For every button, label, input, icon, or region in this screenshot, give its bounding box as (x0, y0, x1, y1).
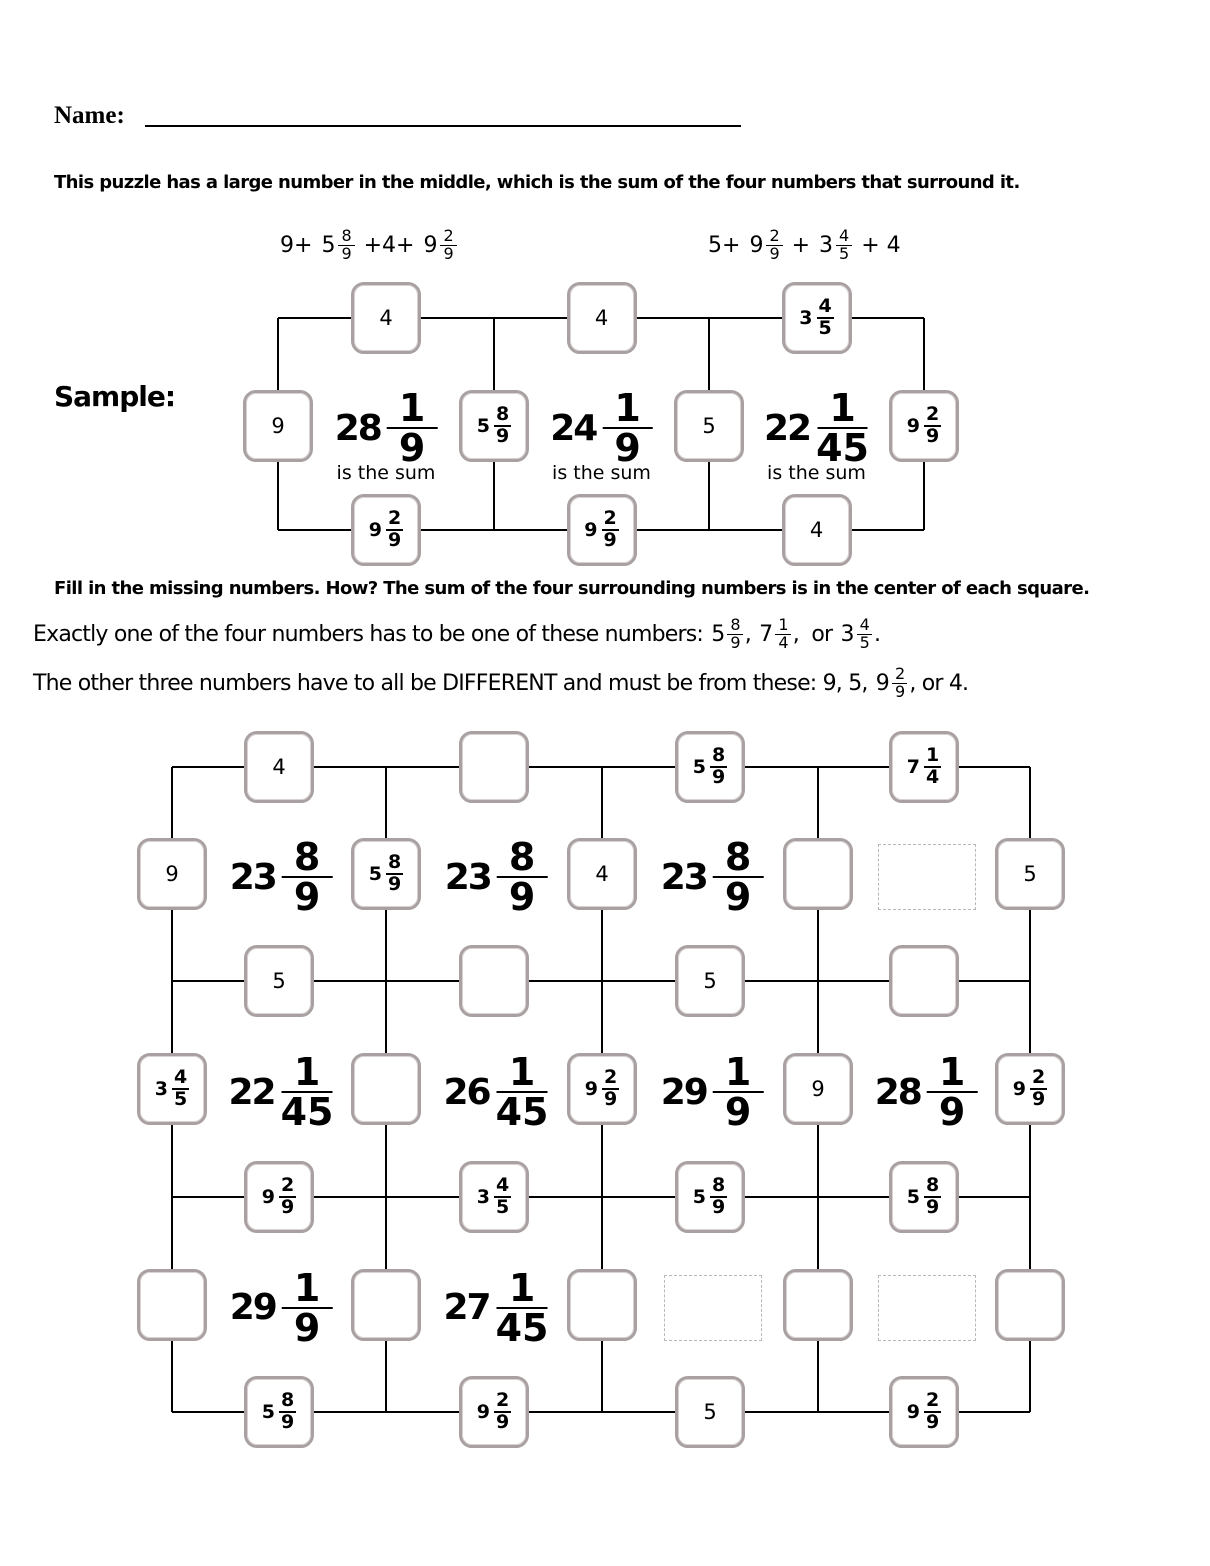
denominator: 9 (712, 766, 726, 788)
whole-part: 7 (906, 756, 920, 778)
fraction (387, 386, 437, 470)
denominator: 45 (280, 1090, 334, 1134)
numerator: 2 (281, 1174, 295, 1197)
side-box (995, 838, 1065, 910)
fraction (279, 1391, 296, 1433)
box-value: 4 (809, 518, 824, 542)
whole-part: 22 (228, 1071, 275, 1113)
box-value: 5 (703, 1400, 717, 1424)
whole-part: 5 (711, 621, 725, 647)
numerator: 8 (727, 617, 742, 635)
box-value: 4 (594, 306, 609, 330)
denominator: 45 (495, 1090, 549, 1134)
text-segment: + 4 (854, 232, 901, 258)
numerator: 8 (712, 744, 726, 767)
denominator: 9 (938, 1090, 966, 1134)
numerator: 1 (497, 1269, 547, 1309)
blank-sum-placeholder[interactable] (664, 1275, 762, 1341)
fill-instruction: Fill in the missing numbers. How? The sum of the four surrounding numbers is in the center of each square. (54, 578, 1090, 599)
fraction (386, 509, 403, 551)
text-segment: . (874, 621, 881, 647)
fraction (924, 405, 941, 447)
fraction (495, 1265, 549, 1350)
numerator: 8 (496, 403, 510, 426)
sample-bottom-box (567, 494, 637, 566)
side-box (567, 1053, 637, 1125)
center-sum (764, 386, 869, 470)
denominator: 9 (724, 1090, 752, 1134)
denominator: 45 (816, 426, 869, 470)
whole-part: 5 (476, 415, 490, 437)
whole-part: 24 (550, 407, 597, 449)
numerator: 1 (282, 1269, 332, 1309)
whole-part: 9 (1012, 1078, 1026, 1100)
text-segment: +4+ (356, 232, 422, 258)
name-label: Name: (54, 102, 125, 129)
center-sum (444, 835, 548, 919)
numerator: 1 (927, 1053, 977, 1093)
center-sum (660, 1050, 764, 1134)
denominator: 9 (769, 243, 780, 263)
numerator: 2 (496, 1389, 510, 1412)
side-box (137, 1053, 207, 1125)
whole-part: 5 (321, 232, 336, 258)
sample-side-box (243, 390, 313, 462)
side-box (137, 838, 207, 910)
mixed-number (907, 1176, 941, 1218)
whole-part: 9 (584, 1078, 598, 1100)
fraction (495, 1050, 549, 1134)
mixed-number (477, 405, 511, 447)
whole-part: 9 (584, 519, 598, 541)
side-box[interactable] (137, 1269, 207, 1341)
whole-part: 7 (759, 621, 773, 647)
denominator: 9 (603, 529, 617, 551)
numerator: 1 (775, 617, 790, 635)
whole-part: 3 (819, 232, 834, 258)
whole-part: 3 (476, 1186, 490, 1208)
text-segment: 9+ (280, 232, 320, 258)
blank-sum-placeholder[interactable] (878, 844, 976, 910)
numerator: 1 (926, 744, 940, 767)
edge-box (244, 1376, 314, 1448)
fraction (924, 746, 941, 788)
fraction (1030, 1068, 1047, 1110)
denominator: 5 (839, 243, 850, 263)
numerator: 8 (712, 1174, 726, 1197)
mixed-number (585, 1068, 619, 1110)
denominator: 9 (388, 529, 402, 551)
numerator: 1 (817, 389, 867, 429)
fraction (602, 509, 619, 551)
fraction (494, 405, 511, 447)
numerator: 2 (892, 666, 907, 684)
whole-part: 29 (229, 1287, 276, 1328)
numerator: 8 (282, 838, 332, 878)
whole-part: 9 (368, 519, 382, 541)
denominator: 5 (174, 1088, 188, 1110)
whole-part: 26 (443, 1071, 490, 1113)
box-value: 5 (1023, 862, 1037, 886)
fraction (924, 1391, 941, 1433)
fraction (172, 1068, 189, 1110)
edge-box (459, 1161, 529, 1233)
denominator: 5 (496, 1196, 510, 1218)
mixed-number (584, 509, 618, 551)
numerator: 1 (282, 1053, 332, 1093)
numerator: 1 (497, 1053, 547, 1093)
box-value: 9 (165, 862, 179, 886)
denominator: 4 (778, 632, 788, 652)
denominator: 9 (341, 243, 352, 263)
edge-box (675, 945, 745, 1017)
sum-caption: is the sum (767, 462, 866, 484)
box-value: 4 (379, 306, 393, 330)
edge-box (244, 731, 314, 803)
numerator: 4 (818, 295, 832, 318)
center-sum (334, 386, 438, 470)
numerator: 2 (926, 403, 940, 426)
edge-box (889, 1161, 959, 1233)
numerator: 2 (388, 507, 402, 530)
box-value: 5 (702, 414, 716, 438)
denominator: 5 (859, 632, 870, 652)
numerator: 2 (603, 507, 617, 530)
whole-part: 9 (875, 670, 889, 696)
side-box (351, 838, 421, 910)
text-segment: , or 4. (909, 670, 969, 696)
denominator: 4 (926, 766, 940, 788)
edge-box (675, 1161, 745, 1233)
fraction (494, 1391, 511, 1433)
mixed-number (907, 1391, 941, 1433)
mixed-number (1013, 1068, 1047, 1110)
side-box[interactable] (351, 1269, 421, 1341)
numerator: 2 (766, 228, 782, 246)
edge-box (675, 1376, 745, 1448)
edge-box[interactable] (459, 945, 529, 1017)
whole-part: 27 (443, 1287, 490, 1328)
mixed-number (799, 297, 833, 339)
numerator: 8 (713, 838, 763, 878)
fraction (494, 1176, 511, 1218)
edge-box[interactable] (889, 945, 959, 1017)
numerator: 4 (174, 1066, 188, 1089)
center-sum (443, 1265, 549, 1350)
sample-side-box (674, 390, 744, 462)
fraction (602, 1068, 619, 1110)
side-box[interactable] (783, 838, 853, 910)
side-box[interactable] (995, 1269, 1065, 1341)
denominator: 9 (281, 1411, 295, 1433)
sample-side-box (459, 390, 529, 462)
edge-box (244, 945, 314, 1017)
edge-box[interactable] (459, 731, 529, 803)
whole-part: 23 (660, 856, 707, 898)
denominator: 9 (604, 1088, 618, 1110)
mixed-number (693, 746, 727, 788)
numerator: 8 (926, 1174, 940, 1197)
center-sum (229, 835, 333, 919)
sample-bottom-box (351, 494, 421, 566)
box-value: 5 (272, 969, 286, 993)
fraction (602, 386, 652, 470)
denominator: 9 (1032, 1088, 1046, 1110)
denominator: 45 (495, 1305, 549, 1350)
whole-part: 5 (368, 863, 382, 885)
numerator: 8 (497, 838, 547, 878)
whole-part: 9 (749, 232, 764, 258)
whole-part: 28 (874, 1071, 921, 1113)
denominator: 9 (730, 632, 740, 652)
box-value: 5 (703, 969, 717, 993)
whole-part: 9 (906, 1401, 920, 1423)
numerator: 4 (496, 1174, 510, 1197)
numerator: 8 (338, 228, 354, 246)
text-segment: The other three numbers have to all be DIFFERENT and must be from these: 9, 5, (33, 670, 874, 696)
whole-part: 23 (229, 856, 276, 898)
whole-part: 28 (334, 407, 381, 449)
sample-label: Sample: (54, 380, 176, 413)
whole-part: 5 (692, 1186, 706, 1208)
numerator: 1 (602, 389, 652, 429)
mixed-number (907, 746, 941, 788)
side-box[interactable] (567, 1269, 637, 1341)
center-sum (229, 1265, 333, 1350)
numerator: 1 (387, 389, 437, 429)
numerator: 8 (281, 1389, 295, 1412)
mixed-number (262, 1391, 296, 1433)
mixed-number (369, 509, 403, 551)
text-segment: , or (792, 621, 839, 647)
fraction (497, 835, 547, 919)
center-sum (443, 1050, 549, 1134)
edge-box (675, 731, 745, 803)
fraction (713, 1050, 763, 1134)
whole-part: 9 (423, 232, 438, 258)
side-box[interactable] (783, 1269, 853, 1341)
numerator: 8 (388, 851, 402, 874)
numerator: 2 (440, 228, 456, 246)
side-box (567, 838, 637, 910)
center-sum (660, 835, 764, 919)
side-box[interactable] (351, 1053, 421, 1125)
denominator: 9 (712, 1196, 726, 1218)
denominator: 5 (818, 317, 832, 339)
fraction (927, 1050, 977, 1134)
mixed-number (907, 405, 941, 447)
numerator: 4 (836, 228, 852, 246)
blank-sum-placeholder[interactable] (878, 1275, 976, 1341)
fraction (713, 835, 763, 919)
fraction (710, 1176, 727, 1218)
denominator: 9 (724, 875, 752, 919)
denominator: 9 (398, 426, 426, 470)
denominator: 9 (496, 425, 510, 447)
whole-part: 5 (261, 1401, 275, 1423)
fraction (386, 853, 403, 895)
intro-text: This puzzle has a large number in the middle, which is the sum of the four numbers that surround it. (54, 172, 1020, 193)
numerator: 2 (1032, 1066, 1046, 1089)
denominator: 9 (293, 1305, 321, 1350)
sample-top-box (351, 282, 421, 354)
center-sum (550, 386, 653, 470)
sum-caption: is the sum (552, 462, 651, 484)
whole-part: 3 (840, 621, 854, 647)
whole-part: 29 (660, 1071, 707, 1113)
side-box (783, 1053, 853, 1125)
denominator: 9 (926, 1411, 940, 1433)
text-segment: + (784, 232, 818, 258)
numerator: 2 (604, 1066, 618, 1089)
box-value: 4 (595, 862, 609, 886)
whole-part: 3 (799, 307, 813, 329)
whole-part: 3 (154, 1078, 168, 1100)
sum-caption: is the sum (336, 462, 436, 484)
whole-part: 22 (764, 407, 811, 449)
whole-part: 23 (444, 856, 491, 898)
box-value: 4 (272, 755, 286, 779)
denominator: 9 (614, 426, 641, 470)
center-sum (874, 1050, 978, 1134)
fraction (282, 1265, 332, 1350)
denominator: 9 (926, 425, 940, 447)
edge-box (889, 1376, 959, 1448)
sample-top-box (782, 282, 852, 354)
mixed-number (477, 1176, 511, 1218)
text-segment: Exactly one of the four numbers has to be one of these numbers: (33, 621, 710, 647)
fraction (924, 1176, 941, 1218)
edge-box (244, 1161, 314, 1233)
denominator: 9 (496, 1411, 510, 1433)
denominator: 9 (443, 243, 454, 263)
sample-side-box (889, 390, 959, 462)
mixed-number (155, 1068, 189, 1110)
fraction (817, 297, 834, 339)
denominator: 9 (894, 681, 905, 701)
mixed-number (369, 853, 403, 895)
edge-box (889, 731, 959, 803)
denominator: 9 (281, 1196, 295, 1218)
sample-top-box (567, 282, 637, 354)
fraction (816, 386, 869, 470)
box-value: 9 (271, 414, 285, 438)
denominator: 9 (388, 873, 402, 895)
whole-part: 9 (261, 1186, 275, 1208)
whole-part: 9 (906, 415, 920, 437)
sample-bottom-box (782, 494, 852, 566)
whole-part: 5 (692, 756, 706, 778)
text-segment: , (744, 621, 758, 647)
fraction (279, 1176, 296, 1218)
text-segment: 5+ (708, 232, 748, 258)
side-box (995, 1053, 1065, 1125)
numerator: 1 (713, 1053, 763, 1093)
edge-box (459, 1376, 529, 1448)
whole-part: 9 (476, 1401, 490, 1423)
numerator: 4 (857, 617, 872, 635)
fraction (280, 1050, 334, 1134)
mixed-number (477, 1391, 511, 1433)
fraction (710, 746, 727, 788)
denominator: 9 (926, 1196, 940, 1218)
mixed-number (693, 1176, 727, 1218)
denominator: 9 (293, 875, 321, 919)
box-value: 9 (811, 1077, 825, 1101)
fraction (282, 835, 332, 919)
denominator: 9 (508, 875, 536, 919)
whole-part: 5 (906, 1186, 920, 1208)
numerator: 2 (926, 1389, 940, 1412)
center-sum (228, 1050, 334, 1134)
mixed-number (262, 1176, 296, 1218)
